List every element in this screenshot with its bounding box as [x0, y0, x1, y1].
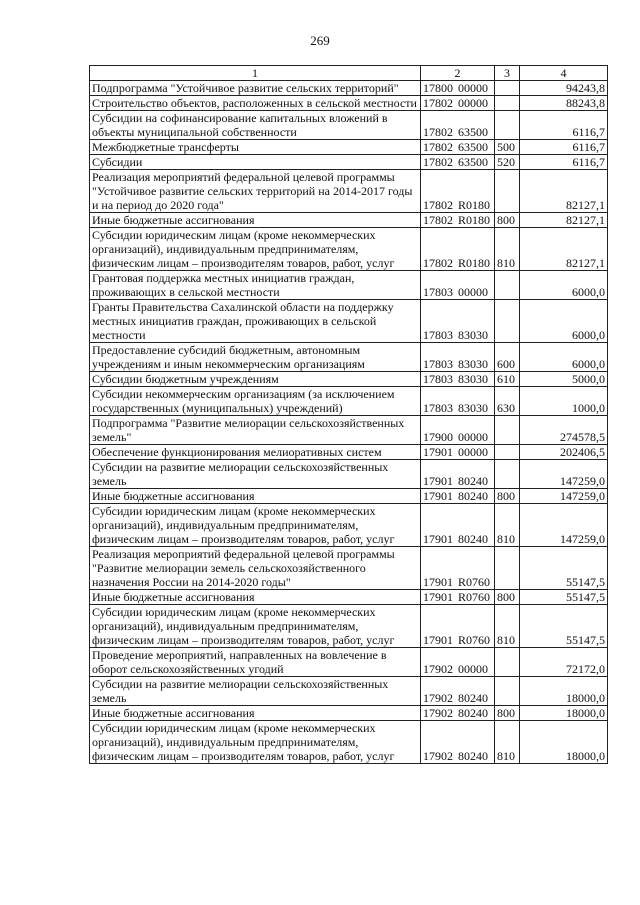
row-code — [421, 590, 495, 605]
row-code-program: 17803 — [423, 372, 453, 386]
row-expense-type: 810 — [495, 721, 520, 764]
row-expense-type: 810 — [495, 605, 520, 648]
row-name: Грантовая поддержка местных инициатив граждан, проживающих в сельской местности — [90, 271, 421, 300]
table-row — [90, 170, 608, 213]
row-code — [421, 81, 495, 96]
row-code-direction: 80240 — [458, 532, 488, 546]
row-code-direction: 83030 — [458, 372, 488, 386]
row-name: Иные бюджетные ассигнования — [90, 489, 421, 504]
row-name: Реализация мероприятий федеральной целевой программы "Устойчивое развитие сельских территорий на 2014-2017 годы и на период до 2020 года" — [90, 170, 421, 213]
row-code — [421, 489, 495, 504]
row-code-direction: R0760 — [458, 633, 491, 647]
row-code — [421, 213, 495, 228]
row-code — [421, 372, 495, 387]
row-code-direction: 00000 — [458, 662, 488, 676]
row-expense-type: 800 — [495, 590, 520, 605]
row-expense-type — [495, 300, 520, 343]
table-row — [90, 343, 608, 372]
row-amount: 202406,5 — [520, 445, 608, 460]
row-amount: 18000,0 — [520, 677, 608, 706]
row-expense-type: 630 — [495, 387, 520, 416]
table-body — [90, 81, 608, 764]
row-code-direction: 80240 — [458, 474, 488, 488]
row-name: Иные бюджетные ассигнования — [90, 706, 421, 721]
row-expense-type: 500 — [495, 140, 520, 155]
row-code-program: 17900 — [423, 430, 453, 444]
row-code-direction: R0180 — [458, 213, 491, 227]
table-row — [90, 721, 608, 764]
row-code-program: 17901 — [423, 489, 453, 503]
row-expense-type: 610 — [495, 372, 520, 387]
row-name: Строительство объектов, расположенных в сельской местности — [90, 96, 421, 111]
header-col-4: 4 — [520, 66, 608, 81]
row-code-direction: 83030 — [458, 401, 488, 415]
row-amount: 82127,1 — [520, 228, 608, 271]
row-code-program: 17901 — [423, 474, 453, 488]
row-code-program: 17901 — [423, 532, 453, 546]
table-row — [90, 590, 608, 605]
table-row — [90, 111, 608, 140]
row-code-direction: 00000 — [458, 81, 488, 95]
row-code — [421, 140, 495, 155]
row-code — [421, 387, 495, 416]
row-name: Обеспечение функционирования мелиоративных систем — [90, 445, 421, 460]
row-expense-type — [495, 648, 520, 677]
row-expense-type — [495, 677, 520, 706]
row-code — [421, 677, 495, 706]
row-code — [421, 605, 495, 648]
row-expense-type — [495, 445, 520, 460]
row-code-program: 17803 — [423, 357, 453, 371]
row-code — [421, 111, 495, 140]
row-name: Иные бюджетные ассигнования — [90, 213, 421, 228]
row-amount: 147259,0 — [520, 504, 608, 547]
table-row — [90, 271, 608, 300]
page-number: 269 — [310, 33, 330, 48]
row-name: Субсидии некоммерческим организациям (за исключением государственных (муниципальных) учреждений) — [90, 387, 421, 416]
row-code — [421, 170, 495, 213]
row-name: Субсидии юридическим лицам (кроме некоммерческих организаций), индивидуальным предпринимателям, физическим лицам – производителям товаров, работ, услуг — [90, 605, 421, 648]
row-code-direction: 00000 — [458, 445, 488, 459]
row-code-direction: 63500 — [458, 125, 488, 139]
row-code-program: 17802 — [423, 198, 453, 212]
row-name: Субсидии юридическим лицам (кроме некоммерческих организаций), индивидуальным предпринимателям, физическим лицам – производителям товаров, работ, услуг — [90, 721, 421, 764]
row-name: Субсидии юридическим лицам (кроме некоммерческих организаций), индивидуальным предпринимателям, физическим лицам – производителям товаров, работ, услуг — [90, 228, 421, 271]
row-amount: 6116,7 — [520, 155, 608, 170]
table-row — [90, 228, 608, 271]
row-amount: 6116,7 — [520, 140, 608, 155]
row-code-program: 17901 — [423, 575, 453, 589]
row-expense-type — [495, 96, 520, 111]
row-amount: 55147,5 — [520, 605, 608, 648]
table-row — [90, 460, 608, 489]
row-code — [421, 445, 495, 460]
table-row — [90, 547, 608, 590]
row-name: Реализация мероприятий федеральной целевой программы "Развитие мелиорации земель сельскохозяйственного назначения России на 2014-2020 годы" — [90, 547, 421, 590]
row-name: Иные бюджетные ассигнования — [90, 590, 421, 605]
row-name: Субсидии на развитие мелиорации сельскохозяйственных земель — [90, 677, 421, 706]
row-code-program: 17902 — [423, 691, 453, 705]
row-code-direction: 63500 — [458, 155, 488, 169]
table-row — [90, 648, 608, 677]
row-code — [421, 271, 495, 300]
row-amount: 147259,0 — [520, 489, 608, 504]
row-name: Субсидии на развитие мелиорации сельскохозяйственных земель — [90, 460, 421, 489]
row-code — [421, 343, 495, 372]
row-amount: 82127,1 — [520, 170, 608, 213]
row-amount: 6116,7 — [520, 111, 608, 140]
row-amount: 18000,0 — [520, 706, 608, 721]
row-expense-type — [495, 81, 520, 96]
table-row — [90, 416, 608, 445]
row-code-program: 17802 — [423, 140, 453, 154]
row-expense-type: 810 — [495, 504, 520, 547]
budget-table — [89, 65, 608, 764]
row-code — [421, 721, 495, 764]
row-amount: 1000,0 — [520, 387, 608, 416]
table-row — [90, 387, 608, 416]
table-row — [90, 155, 608, 170]
row-code-direction: R0180 — [458, 256, 491, 270]
row-code-direction: 80240 — [458, 489, 488, 503]
row-code-direction: 80240 — [458, 749, 488, 763]
row-amount: 6000,0 — [520, 343, 608, 372]
row-code-program: 17901 — [423, 633, 453, 647]
row-code — [421, 648, 495, 677]
row-code-program: 17901 — [423, 590, 453, 604]
table-row — [90, 372, 608, 387]
row-code-program: 17902 — [423, 749, 453, 763]
row-code-direction: R0180 — [458, 198, 491, 212]
row-code — [421, 228, 495, 271]
row-name: Субсидии — [90, 155, 421, 170]
row-code-direction: 80240 — [458, 706, 488, 720]
row-code-direction: 83030 — [458, 328, 488, 342]
row-code — [421, 547, 495, 590]
row-code — [421, 706, 495, 721]
row-expense-type: 810 — [495, 228, 520, 271]
header-col-3: 3 — [495, 66, 520, 81]
row-name: Подпрограмма "Устойчивое развитие сельских территорий" — [90, 81, 421, 96]
row-name: Субсидии юридическим лицам (кроме некоммерческих организаций), индивидуальным предпринимателям, физическим лицам – производителям товаров, работ, услуг — [90, 504, 421, 547]
row-name: Субсидии на софинансирование капитальных вложений в объекты муниципальной собственности — [90, 111, 421, 140]
row-code — [421, 96, 495, 111]
row-code-program: 17803 — [423, 328, 453, 342]
table-row — [90, 677, 608, 706]
row-name: Субсидии бюджетным учреждениям — [90, 372, 421, 387]
row-expense-type — [495, 170, 520, 213]
table-row — [90, 706, 608, 721]
row-amount: 82127,1 — [520, 213, 608, 228]
row-code-program: 17902 — [423, 706, 453, 720]
row-code-program: 17800 — [423, 81, 453, 95]
row-code-direction: R0760 — [458, 590, 491, 604]
table-row — [90, 489, 608, 504]
row-code — [421, 155, 495, 170]
row-code-program: 17802 — [423, 155, 453, 169]
row-amount: 94243,8 — [520, 81, 608, 96]
row-name: Межбюджетные трансферты — [90, 140, 421, 155]
row-name: Проведение мероприятий, направленных на вовлечение в оборот сельскохозяйственных угодий — [90, 648, 421, 677]
row-amount: 88243,8 — [520, 96, 608, 111]
row-code-direction: 83030 — [458, 357, 488, 371]
row-expense-type — [495, 271, 520, 300]
row-expense-type: 800 — [495, 213, 520, 228]
row-amount: 6000,0 — [520, 300, 608, 343]
row-amount: 72172,0 — [520, 648, 608, 677]
row-code-program: 17802 — [423, 125, 453, 139]
row-code-program: 17803 — [423, 285, 453, 299]
table-row — [90, 605, 608, 648]
row-code-program: 17802 — [423, 96, 453, 110]
row-code — [421, 300, 495, 343]
row-expense-type: 600 — [495, 343, 520, 372]
row-name: Подпрограмма "Развитие мелиорации сельскохозяйственных земель" — [90, 416, 421, 445]
row-code-program: 17803 — [423, 401, 453, 415]
row-amount: 6000,0 — [520, 271, 608, 300]
row-code-direction: 00000 — [458, 96, 488, 110]
row-expense-type: 800 — [495, 706, 520, 721]
row-code-program: 17802 — [423, 256, 453, 270]
row-expense-type — [495, 416, 520, 445]
row-amount: 5000,0 — [520, 372, 608, 387]
table-row — [90, 81, 608, 96]
table-row — [90, 504, 608, 547]
row-expense-type: 520 — [495, 155, 520, 170]
row-code-program: 17802 — [423, 213, 453, 227]
row-code-direction: 00000 — [458, 430, 488, 444]
row-code-program: 17902 — [423, 662, 453, 676]
row-code — [421, 504, 495, 547]
row-code-direction: 00000 — [458, 285, 488, 299]
header-row — [90, 66, 608, 81]
row-amount: 147259,0 — [520, 460, 608, 489]
row-amount: 55147,5 — [520, 590, 608, 605]
header-col-1: 1 — [90, 66, 421, 81]
row-code-direction: 63500 — [458, 140, 488, 154]
row-code — [421, 460, 495, 489]
table-row — [90, 96, 608, 111]
table-row — [90, 140, 608, 155]
table-row — [90, 300, 608, 343]
row-amount: 55147,5 — [520, 547, 608, 590]
table-row — [90, 445, 608, 460]
row-expense-type — [495, 460, 520, 489]
row-name: Предоставление субсидий бюджетным, автономным учреждениям и иным некоммерческим организациям — [90, 343, 421, 372]
row-amount: 274578,5 — [520, 416, 608, 445]
row-amount: 18000,0 — [520, 721, 608, 764]
row-code-direction: R0760 — [458, 575, 491, 589]
header-col-2: 2 — [421, 66, 495, 81]
row-expense-type — [495, 111, 520, 140]
row-code — [421, 416, 495, 445]
row-expense-type — [495, 547, 520, 590]
row-expense-type: 800 — [495, 489, 520, 504]
row-code-program: 17901 — [423, 445, 453, 459]
row-code-direction: 80240 — [458, 691, 488, 705]
table-row — [90, 213, 608, 228]
row-name: Гранты Правительства Сахалинской области на поддержку местных инициатив граждан, проживающих в сельской местности — [90, 300, 421, 343]
